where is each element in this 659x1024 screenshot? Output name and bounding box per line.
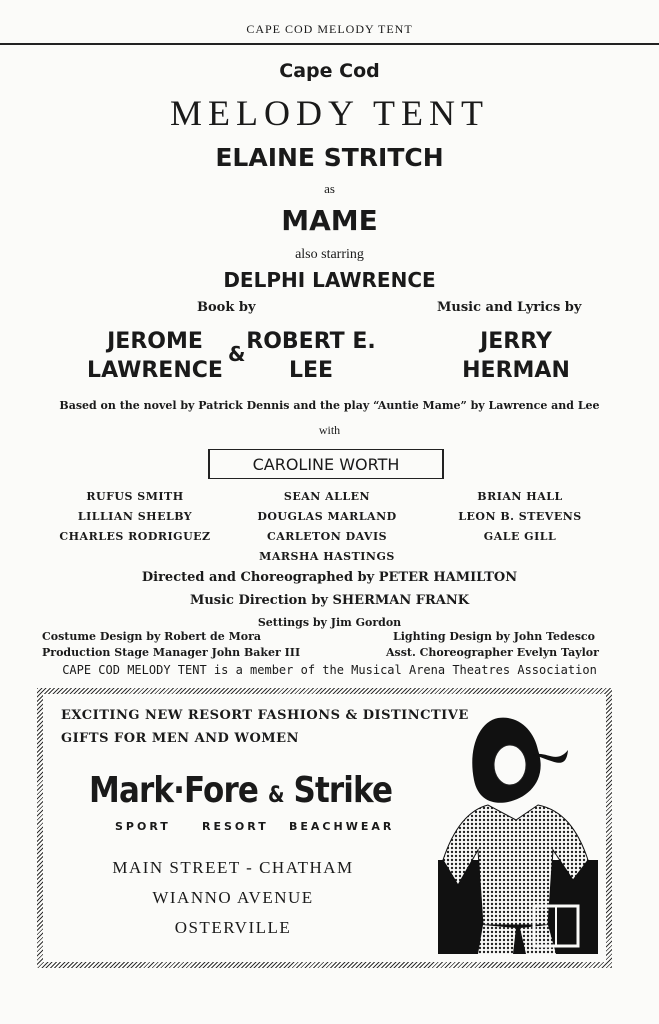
music-direction: Music Direction by SHERMAN FRANK [189, 593, 470, 608]
author-3-line-1: JERRY [480, 329, 552, 354]
address-line-1: MAIN STREET - CHATHAM [112, 858, 354, 877]
cast-member: RUFUS SMITH [86, 490, 184, 503]
association-note: CAPE COD MELODY TENT is a member of the Musical Arena Theatres Association [62, 663, 597, 677]
lighting-credit: Lighting Design by John Tedesco [393, 630, 595, 643]
cast-member: GALE GILL [483, 530, 557, 543]
ampersand: & [228, 342, 246, 366]
cast-member: DOUGLAS MARLAND [257, 510, 397, 523]
author-1-line-1: JEROME [107, 329, 203, 354]
cast-column-3 [425, 487, 615, 547]
author-2-line-2: LEE [288, 358, 334, 383]
ad-line-2: GIFTS FOR MEN AND WOMEN [61, 731, 299, 746]
running-header: CAPE COD MELODY TENT [246, 22, 413, 36]
cast-column-1 [40, 487, 230, 547]
address-line-2: WIANNO AVENUE [152, 888, 314, 907]
author-2-line-1: ROBERT E. [246, 329, 376, 354]
cast-member: BRIAN HALL [477, 490, 563, 503]
book-label: Book by [197, 300, 256, 315]
title-line-2: MELODY TENT [170, 93, 489, 133]
as-text: as [324, 181, 335, 196]
with-text: with [318, 423, 341, 437]
author-robert-lee [244, 327, 378, 385]
logo-part-1: Mark·Fore [89, 770, 259, 811]
category-resort: RESORT [202, 820, 269, 833]
stage-manager-credit: Production Stage Manager John Baker III [42, 646, 301, 659]
author-3-line-2: HERMAN [462, 358, 570, 383]
cast-member: CHARLES RODRIGUEZ [59, 530, 211, 543]
category-sport: SPORT [115, 820, 171, 833]
category-beachwear: BEACHWEAR [289, 820, 395, 833]
woman-photo [438, 710, 598, 954]
cast-member: CARLETON DAVIS [266, 530, 388, 543]
costume-credit: Costume Design by Robert de Mora [42, 630, 262, 643]
cast-member: SEAN ALLEN [283, 490, 371, 503]
cast-member: MARSHA HASTINGS [259, 550, 395, 563]
address-line-3: OSTERVILLE [174, 918, 292, 937]
featured-name: CAROLINE WORTH [252, 455, 400, 474]
costar-name: DELPHI LAWRENCE [223, 268, 436, 292]
advertisement-frame [37, 688, 612, 968]
star-name: ELAINE STRITCH [215, 143, 444, 172]
show-title: MAME [281, 204, 378, 237]
ad-line-1: EXCITING NEW RESORT FASHIONS & DISTINCTIVE [61, 708, 469, 723]
featured-box [208, 449, 444, 479]
cast-member: LILLIAN SHELBY [77, 510, 193, 523]
left-leg [478, 925, 516, 954]
face-shape [494, 745, 526, 785]
directed-by: Directed and Choreographed by PETER HAMILTON [141, 570, 518, 585]
music-label: Music and Lyrics by [437, 300, 582, 315]
cast-column-2 [232, 487, 422, 567]
asst-choreographer-credit: Asst. Choreographer Evelyn Taylor [386, 646, 599, 659]
author-jerry-herman [446, 327, 586, 385]
also-starring: also starring [295, 247, 364, 262]
header-rule [0, 43, 659, 45]
based-on: Based on the novel by Patrick Dennis and the play “Auntie Mame” by Lawrence and Lee [59, 399, 600, 412]
logo-part-2: Strike [293, 770, 393, 811]
author-jerome-lawrence [80, 327, 230, 385]
author-1-line-2: LAWRENCE [87, 358, 223, 383]
store-logo [89, 770, 392, 811]
advertisement [43, 694, 606, 962]
settings-by: Settings by Jim Gordon [257, 616, 402, 629]
title-line-1: Cape Cod [279, 60, 380, 82]
cast-member: LEON B. STEVENS [458, 510, 582, 523]
logo-ampersand: & [267, 783, 284, 808]
